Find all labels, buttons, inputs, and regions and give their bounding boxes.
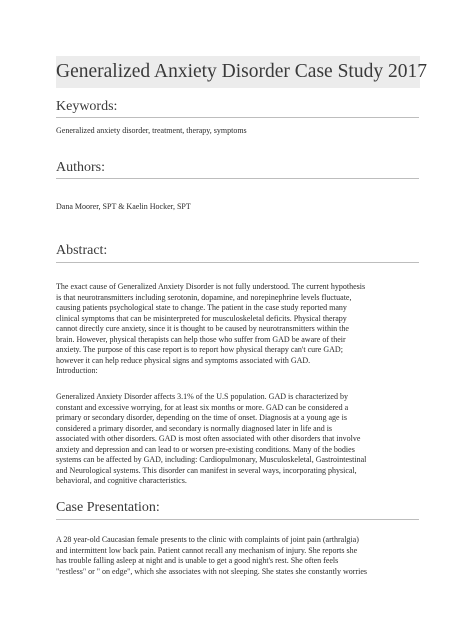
keywords-text: Generalized anxiety disorder, treatment, therapy, symptoms — [56, 126, 247, 135]
keywords-rule — [56, 117, 419, 118]
keywords-heading: Keywords: — [56, 99, 118, 114]
abstract-paragraph — [56, 282, 420, 377]
introduction-line: behavioral, and cognitive characteristics. — [56, 476, 187, 485]
authors-heading: Authors: — [56, 160, 105, 175]
introduction-line: and Neurological systems. This disorder can manifest in several ways, incorporating physical, — [56, 465, 357, 475]
case-presentation-line: and intermittent low back pain. Patient cannot recall any mechanism of injury. She reports she — [56, 545, 358, 555]
abstract-line: The exact cause of Generalized Anxiety Disorder is not fully understood. The current hypothesis — [56, 282, 366, 291]
introduction-line: associated with other disorders. GAD is most often associated with other disorders that involve — [56, 434, 361, 443]
abstract-line: is that neurotransmitters including serotonin, dopamine, and norepinephrine levels fluctuate, — [56, 292, 352, 302]
introduction-heading: Introduction: — [56, 366, 98, 375]
case-presentation-line: "restless" or " on edge", which she associates with not sleeping. She states she constantly worries — [56, 566, 367, 576]
introduction-line: Generalized Anxiety Disorder affects 3.1% of the U.S population. GAD is characterized by — [56, 392, 348, 401]
introduction-line: anxiety and depression and can lead to or worsen pre-existing conditions. Many of the bodies — [56, 444, 355, 454]
case-presentation-line: has trouble falling asleep at night and is unable to get a good night's rest. She often feels — [56, 556, 339, 565]
authors-rule — [56, 178, 419, 179]
introduction-line: considered a primary disorder, and secondary is normally diagnosed later in life and is — [56, 423, 333, 433]
case-presentation-line: A 28 year-old Caucasian female presents to the clinic with complaints of joint pain (arthralgia) — [56, 535, 359, 544]
case-presentation-paragraph — [56, 535, 420, 577]
abstract-line: anxiety. The purpose of this case report is to report how physical therapy can't cure GAD; — [56, 345, 343, 354]
case-presentation-rule — [56, 519, 419, 520]
abstract-line: cannot directly cure anxiety, since it is thought to be caused by neurotransmitters within the — [56, 324, 349, 333]
abstract-line: clinical symptoms that can be misinterpreted for musculoskeletal deficits. Physical therapy — [56, 313, 347, 323]
abstract-line: however it can help reduce physical signs and symptoms associated with GAD. — [56, 355, 311, 365]
abstract-line: causing patients psychological state to change. The patient in the case study reported many — [56, 303, 347, 312]
introduction-paragraph — [56, 392, 420, 487]
introduction-line: primary or secondary disorder, depending on the time of onset. Diagnosis at a young age is — [56, 413, 347, 422]
abstract-heading: Abstract: — [56, 243, 108, 258]
abstract-line: brain. However, physical therapists can help those who suffer from GAD be aware of their — [56, 334, 346, 344]
title-banner — [56, 56, 427, 88]
introduction-line: constant and excessive worrying, for at least six months or more. GAD can be considered a — [56, 402, 349, 412]
document-title: Generalized Anxiety Disorder Case Study 2017 — [56, 61, 427, 82]
case-presentation-heading: Case Presentation: — [56, 500, 160, 515]
authors-text: Dana Moorer, SPT & Kaelin Hocker, SPT — [56, 202, 191, 211]
abstract-rule — [56, 262, 419, 263]
introduction-line: systems can be affected by GAD, including: Cardiopulmonary, Musculoskeletal, Gastrointestinal — [56, 455, 367, 464]
